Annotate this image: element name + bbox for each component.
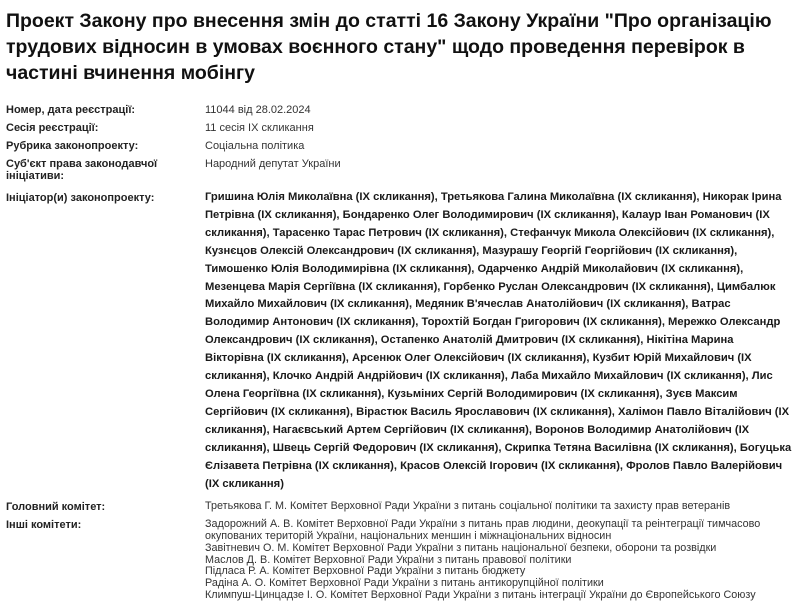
- main-committee-label: Головний комітет:: [6, 501, 106, 514]
- registration-label: Номер, дата реєстрації:: [6, 104, 136, 116]
- other-committees-row: [0, 519, 800, 601]
- registration-row: [0, 104, 800, 116]
- bill-title: Проект Закону про внесення змін до статті 16 Закону України "Про організацію трудових відносин в умовах воєнного стану" щодо проведення перевірок в частині вчинення мобінгу: [6, 10, 772, 84]
- other-committees-label: Інші комітети:: [6, 519, 82, 532]
- initiators-label: Ініціатор(и) законопроекту:: [6, 192, 155, 204]
- committee-item: Завітневич О. М. Комітет Верховної Ради України з питань національної безпеки, оборони та розвідки: [205, 541, 717, 554]
- committee-item: Климпуш-Цинцадзе І. О. Комітет Верховної Ради України з питань інтеграції України до Європейського Союзу: [205, 588, 756, 601]
- committee-item: Маслов Д. В. Комітет Верховної Ради України з питань правової політики: [205, 553, 572, 566]
- committee-item: Радіна А. О. Комітет Верховної Ради України з питань антикорупційної політики: [205, 576, 604, 589]
- other-committees-list: [205, 519, 795, 601]
- initiators-value: Гришина Юлія Миколаївна (IX скликання), Третьякова Галина Миколаївна (IX скликання), Никорак Ірина Петрівна (IX скликання), Бондаренко Олег Володимирович (IX скликання), Калаур Іван Романович (IX скликання), Тарасенко Тарас Петрович (IX скликання), Стефанчук Микола Олексійович (IX скликання), Кузнєцов Олексій Олександрович (IX скликання), Мазурашу Георгій Георгійович (IX скликання), Тимошенко Юлія Володимирівна (IX скликання), Одарченко Андрій Миколайович (IX скликання), Мезенцева Марія Сергіївна (IX скликання), Горбенко Руслан Олександрович (IX скликання), Цимбалюк Михайло Михайлович (IX скликання), Медяник В'ячеслав Анатолійович (IX скликання), Ватрас Володимир Антонович (IX скликання), Торохтій Богдан Григорович (IX скликання), Мережко Олександр Олександрович (IX скликання), Остапенко Анатолій Дмитрович (IX скликання), Нікітіна Марина Вікторівна (IX скликання), Арсенюк Олег Олексійович (IX скликання), Кузбит Юрій Михайлович (IX скликання), Клочко Андрій Андрійович (IX скликання), Лаба Михайло Михайлович (IX скликання), Лис Олена Георгіївна (IX скликання), Кузьміних Сергій Володимирович (IX скликання), Зуєв Максим Сергійович (IX скликання), Вірастюк Василь Ярославович (IX скликання), Халімон Павло Віталійович (IX скликання), Нагаєвський Артем Сергійович (IX скликання), Воронов Володимир Анатолійович (IX скликання), Швець Сергій Федорович (IX скликання), Скрипка Тетяна Василівна (IX скликання), Богуцька Єлізавета Петрівна (IX скликання), Красов Олексій Ігорович (IX скликання), Фролов Павло Валерійович (IX скликання): [205, 191, 792, 490]
- session-row: [0, 122, 800, 134]
- rubric-label: Рубрика законопроекту:: [6, 140, 139, 152]
- subject-label: Суб'єкт права законодавчої ініціативи:: [6, 158, 158, 182]
- main-committee-value: Третьякова Г. М. Комітет Верховної Ради України з питань соціальної політики та захисту прав ветеранів: [205, 500, 731, 513]
- rubric-row: [0, 140, 800, 152]
- session-value: 11 сесія IX скликання: [205, 122, 314, 134]
- committee-item: Задорожний А. В. Комітет Верховної Ради України з питань прав людини, деокупації та реінтеграції тимчасово окупованих територій України, національних меншин і міжнаціональних відносин: [205, 518, 761, 543]
- rubric-value: Соціальна політика: [205, 140, 305, 152]
- session-label: Сесія реєстрації:: [6, 122, 99, 134]
- main-committee-row: [0, 501, 800, 513]
- registration-value: 11044 від 28.02.2024: [205, 104, 311, 116]
- subject-row: [0, 158, 800, 182]
- subject-value: Народний депутат України: [205, 158, 341, 170]
- committee-item: Підласа Р. А. Комітет Верховної Ради України з питань бюджету: [205, 565, 526, 578]
- initiators-row: [0, 192, 800, 493]
